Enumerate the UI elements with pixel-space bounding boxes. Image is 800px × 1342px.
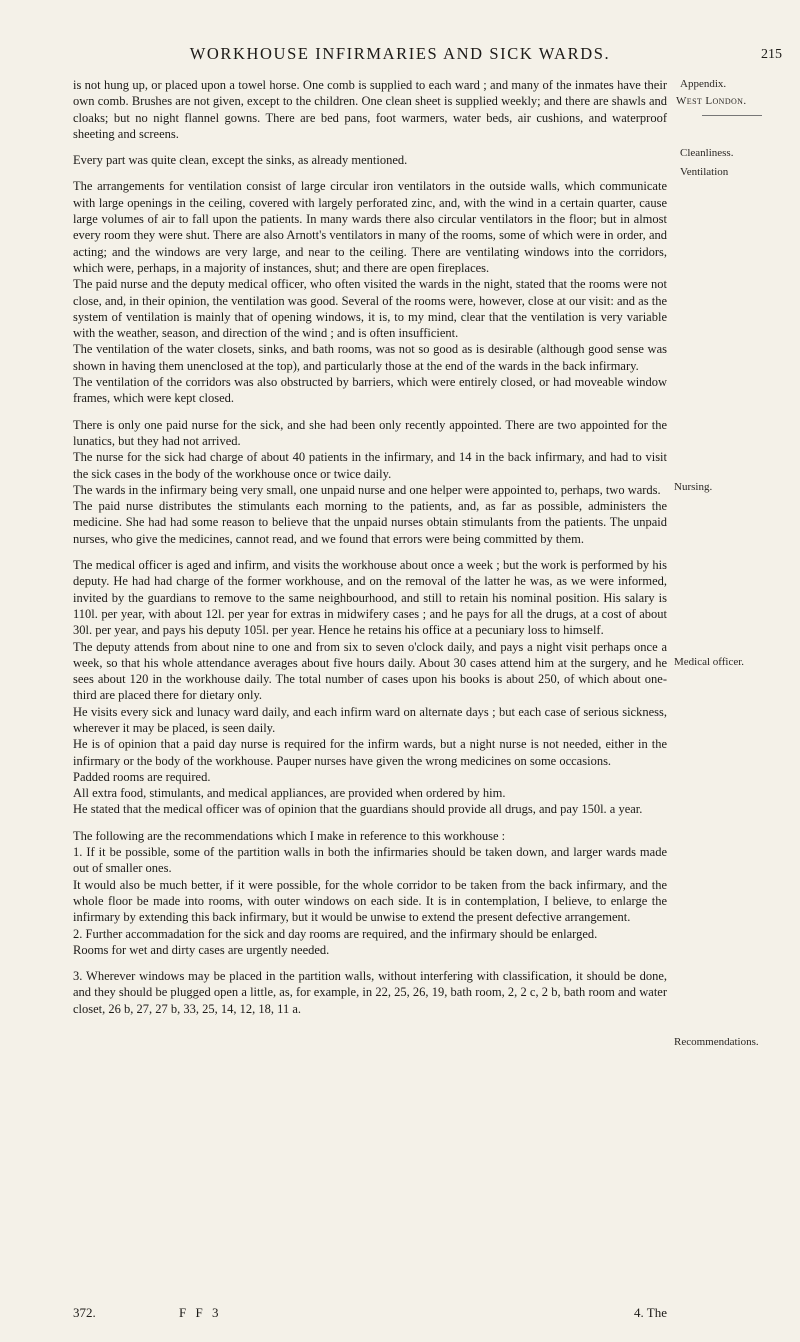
paragraph: The ventilation of the water closets, sinks, and bath rooms, was not so good as is desirable (although good sense was shown in having them unenclosed at the top), and particularly those at the end of the wards in the back infirmary. [73,342,667,373]
paragraph: He stated that the medical officer was of opinion that the guardians should provide all drugs, and pay 150l. a year. [73,802,643,817]
sidenote-recommendations [674,1035,759,1049]
sidenote-medical-officer [674,655,744,669]
paragraph: The medical officer is aged and infirm, and visits the workhouse about once a week ; but the work is performed by his deputy. He had had charge of the former workhouse, and on the removal of the latter he was, as we were informed, invited by the guardians to remove to the same neighbourhood, and still to retain his nominal position. His salary is 110l. per year, with about 12l. per year for extras in midwifery cases ; and he pays for all the drugs, at a cost of about 30l. per year, and pays his deputy 105l. per year. Hence he retains his office at a pecuniary loss to himself. [73,558,667,638]
paragraph: The deputy attends from about nine to one and from six to seven o'clock daily, and pays a night visit perhaps once a week, so that his whole attendance averages about five hours daily. About 30 cases attend him at the surgery, and he sees about 120 in the workhouse daily. The total number of cases upon his books is about 250, of which about one-third are placed there for dietary only. [73,639,667,703]
paragraph: It would also be much better, if it were possible, for the whole corridor to be taken from the back infirmary, and the whole floor be made into rooms, with outer windows on each side. It is in contemplation, I believe, to enlarge the infirmary by extending this back infirmary, but it would be unwise to extend the present defective arrangement. [73,877,667,925]
paragraph: 1. If it be possible, some of the partition walls in both the infirmaries should be taken down, and larger wards made out of smaller ones. [73,845,667,876]
footer-number: 372. [73,1305,96,1320]
paragraph: The ventilation of the corridors was also obstructed by barriers, which were entirely closed, or had moveable window frames, which were kept closed. [73,375,667,406]
running-header: WORKHOUSE INFIRMARIES AND SICK WARDS. [189,44,611,63]
paragraph: The nurse for the sick had charge of about 40 patients in the infirmary, and 14 in the back infirmary, and had to visit the sick cases in the body of the workhouse once or twice daily. [73,450,667,481]
sidenote-appendix [680,77,726,91]
paragraph: The wards in the infirmary being very small, one unpaid nurse and one helper were appointed to, perhaps, two wards. [73,482,661,497]
sidenote-recommendations-label: Recommendations. [674,1036,759,1048]
paragraph: is not hung up, or placed upon a towel horse. One comb is supplied to each ward ; and many of the inmates have their own comb. Brushes are not given, except to the children. One clean sheet is supplied weekly; and there are shawls and cloaks; but no night flannel gowns. There are bed pans, foot warmers, water beds, air cushions, and waterproof sheeting and screens. [73,78,667,141]
sidenote-appendix-label: Appendix. [680,78,727,90]
paragraph: He is of opinion that a paid day nurse is required for the infirm wards, but a night nurse is not needed, either in the infirmary or the body of the workhouse. Pauper nurses have given the wrong medicines on some occasions. [73,737,667,768]
sidenote-cleanliness-label: Cleanliness. [680,147,734,159]
sidenote-ventilation-label: Ventilation [680,166,729,178]
paragraph: Rooms for wet and dirty cases are urgently needed. [73,942,330,957]
sidenote-nursing [674,480,712,494]
sidenote-cleanliness [680,146,733,160]
paragraph: Padded rooms are required. [73,769,211,784]
sidenote-west-london-label: West London. [676,95,747,107]
paragraph: The arrangements for ventilation consist of large circular iron ventilators in the outside walls, which communicate with large openings in the ceiling, covered with largely perforated zinc, and, with the wind in a certain quarter, cause large volumes of air to fall upon the patients. In many wards there also circular ventilators in the floor; but in almost every room they were shut. There are also Arnott's ventilators in many of the rooms, some of which were in order, and acting; and the windows are very large, and near to the ceiling. There are ventilating windows into the corridors, which were, perhaps, in a majority of instances, shut; and there are open fireplaces. [73,179,667,275]
paragraph: The following are the recommendations which I make in reference to this workhouse : [73,828,506,843]
catchword: 4. The [634,1305,667,1320]
body-text [73,77,667,1017]
paragraph: There is only one paid nurse for the sick, and she had been only recently appointed. There are two appointed for the lunatics, but they had not arrived. [73,417,667,448]
paragraph: The paid nurse distributes the stimulants each morning to the patients, and, as far as possible, administers the medicine. She had had some reason to believe that the unpaid nurses obtain stimulants from the patients. The unpaid nurses, who give the medicines, cannot read, and we found that errors were being committed by them. [73,499,667,546]
paragraph: 2. Further accommadation for the sick and day rooms are required, and the infirmary should be enlarged. [73,926,598,941]
sidenote-rule [702,115,762,116]
page-number: 215 [761,47,782,62]
paragraph: He visits every sick and lunacy ward daily, and each infirm ward on alternate days ; but each case of serious sickness, wherever it may be placed, is seen daily. [73,704,667,735]
paragraph: 3. Wherever windows may be placed in the partition walls, without interfering with classification, it should be done, and they should be plugged open a little, as, for example, in 22, 25, 26, 19, bath room, 2, 2 c, 2 b, bath room and water closet, 26 b, 27, 27 b, 33, 25, 14, 12, 18, 11 a. [73,969,667,1016]
paragraph: All extra food, stimulants, and medical appliances, are provided when ordered by him. [73,786,506,801]
signature-mark: F F 3 [179,1305,222,1320]
paragraph: Every part was quite clean, except the sinks, as already mentioned. [73,153,408,168]
sidenote-nursing-label: Nursing. [674,481,713,493]
sidenote-ventilation [680,165,728,179]
paragraph: The paid nurse and the deputy medical officer, who often visited the wards in the night, stated that the rooms were not close, and, in their opinion, the ventilation was good. Several of the rooms were, however, close at our visit: and as the system of ventilation is mainly that of opening windows, it is, to my mind, clear that the ventilation is very variable with the weather, season, and direction of the wind ; and is often insufficient. [73,277,667,341]
sidenote-west-london [676,94,762,116]
sidenote-medical-officer-label: Medical officer. [674,656,745,668]
